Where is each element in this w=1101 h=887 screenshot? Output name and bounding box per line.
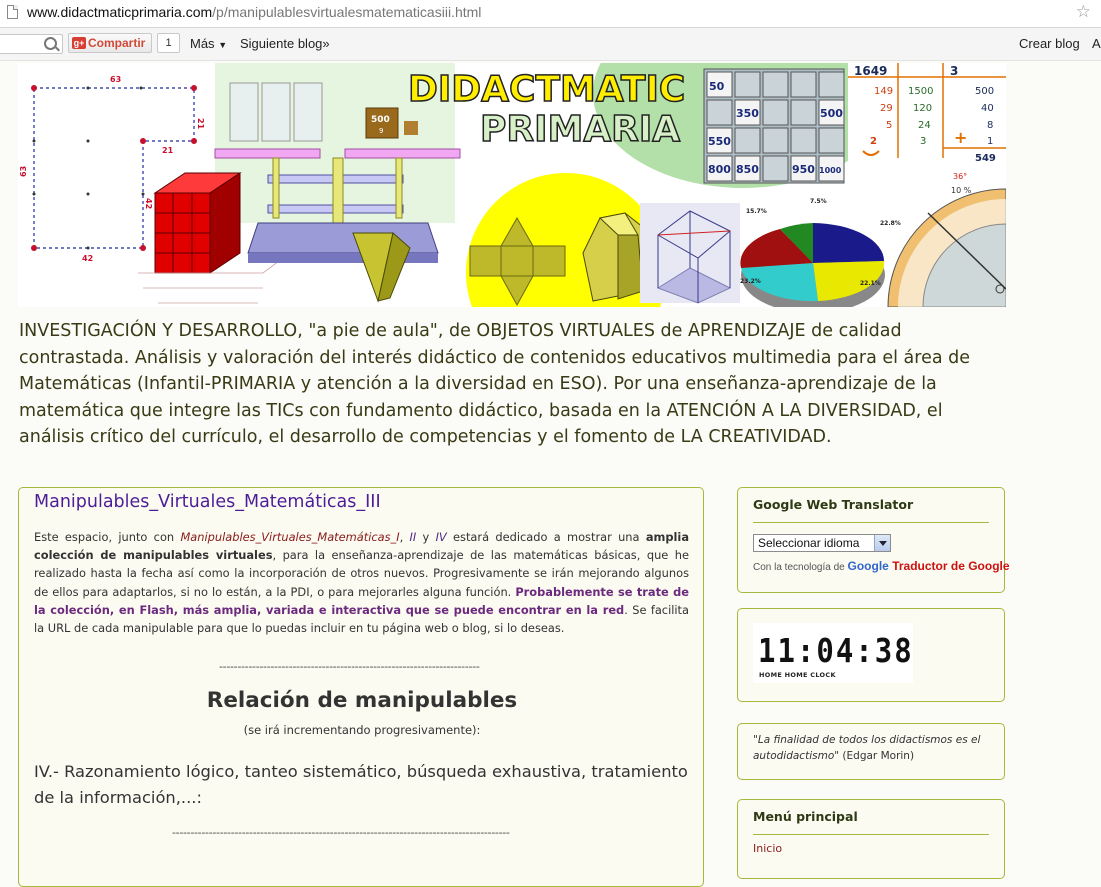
link-manipulables-iv[interactable]: IV — [435, 530, 447, 544]
section-iv-heading: IV.- Razonamiento lógico, tanteo sistemático, búsqueda exhaustiva, tratamiento de la información,...: — [34, 762, 688, 807]
sub-col3: 8 — [987, 120, 994, 131]
pie-label: 7.5% — [810, 198, 827, 205]
intro-text: , para la enseñanza-aprendizaje de las matemáticas básicas, que he realizado hasta la fecha así como la incorporación de otros nuevos. Progresivamente se irán mejorando algunos de ellos para adaptarlos, si no lo están, a la PDI, o para mejorarles alguna función. — [34, 548, 689, 599]
section-subtitle: (se irá incrementando progresivamente): — [243, 723, 481, 737]
share-count: 1 — [157, 33, 180, 53]
clock-widget — [737, 608, 1005, 702]
quote-widget — [737, 723, 1005, 780]
sub-col1: 29 — [880, 103, 893, 114]
widget-title: Google Web Translator — [753, 497, 914, 512]
translator-link[interactable]: Traductor de Google — [888, 559, 1010, 573]
dim-label: 63 — [110, 75, 122, 84]
blogger-navbar — [0, 28, 1101, 61]
widget-divider — [753, 522, 989, 523]
separator: -------------------------------------------------------------------------------------------- — [172, 826, 510, 839]
address-bar[interactable] — [0, 0, 1101, 28]
separator: ----------------------------------------------------------------------- — [219, 660, 480, 673]
angle-label: 36° — [953, 172, 968, 181]
wireframe-cube — [640, 203, 740, 303]
pie-label: 22.1% — [860, 280, 881, 287]
sub-col3: 500 — [975, 86, 995, 97]
url-text[interactable] — [27, 4, 481, 20]
intro-bold: amplia colección de manipulables virtuales — [34, 530, 690, 563]
create-blog-link[interactable]: Crear blog — [1019, 36, 1080, 51]
number-grid — [704, 69, 844, 183]
grid-number: 350 — [736, 107, 759, 120]
sub-col3: 549 — [975, 153, 996, 164]
weight-label: 500 — [371, 115, 390, 125]
main-menu-widget — [737, 799, 1005, 879]
quote-body: La finalidad de todos los didactismos es el autodidactismo — [753, 734, 981, 762]
language-select-value: Seleccionar idioma — [758, 536, 860, 550]
sub-col1: 149 — [874, 86, 894, 97]
intro-text: . Se facilita la URL de cada manipulable para que lo puedas incluir en tu página web o blog, si lo deseas. — [34, 602, 690, 636]
post-container — [18, 487, 704, 887]
more-label: Más — [190, 36, 215, 51]
google-logo: Google — [847, 559, 889, 573]
sub-col1: 5 — [886, 120, 893, 131]
sub-head: 1649 — [854, 64, 888, 78]
protractor — [888, 172, 1006, 307]
logo-line2: PRIMARIA — [480, 109, 681, 150]
post-intro — [34, 528, 689, 637]
bookmark-star-icon[interactable]: ☆ — [1075, 2, 1091, 21]
blog-description: INVESTIGACIÓN Y DESARROLLO, "a pie de aula", de OBJETOS VIRTUALES de APRENDIZAJE de calidad contrastada. Análisis y valoración del interés didáctico de contenidos educativos multimedia para el área de Matemáticas (Infantil-PRIMARIA y atención a la diversidad en ESO). Por una enseñanza-aprendizaje de la matemática que integre las TICs con fundamento didáctico, basada en la ATENCIÓN A LA DIVERSIDAD, el análisis crítico del currículo, el desarrollo de competencias y el fomento de LA CREATIVIDAD. — [19, 321, 971, 447]
translator-widget — [737, 487, 1010, 593]
link-manipulables-ii[interactable]: II — [409, 530, 417, 544]
search-icon[interactable] — [44, 37, 57, 50]
dim-label: 42 — [82, 254, 94, 263]
widget-title: Menú principal — [753, 809, 858, 824]
chevron-down-icon: ▼ — [218, 40, 228, 50]
sub-col1: 2 — [870, 136, 877, 147]
menu-item-inicio[interactable]: Inicio — [753, 842, 783, 855]
grid-number: 1000 — [819, 166, 842, 175]
quote-author: (Edgar Morin) — [839, 750, 915, 762]
language-select[interactable] — [753, 534, 891, 552]
dim-label: 42 — [144, 198, 153, 210]
sub-head: 3 — [950, 64, 959, 78]
pie-label: 22.8% — [880, 220, 901, 227]
intro-and: y — [416, 530, 436, 544]
grid-number: 800 — [708, 163, 731, 176]
grid-number: 850 — [736, 163, 759, 176]
blog-search-input[interactable] — [0, 34, 63, 54]
intro-text: Este espacio, junto con — [34, 530, 181, 544]
powered-text: Con la tecnología de — [753, 562, 848, 573]
post-title[interactable]: Manipulables_Virtuales_Matemáticas_III — [34, 492, 381, 512]
logo-line1: DIDACTMATIC — [408, 69, 686, 110]
sub-col2: 3 — [920, 136, 927, 147]
intro-highlight: Probablemente se trate de la colección, en Flash, más amplia, variada e interactiva que se puede encontrar en la red — [34, 584, 689, 617]
url-path: /p/manipulablesvirtualesmatematicasiii.html — [212, 4, 482, 20]
digital-clock[interactable] — [753, 623, 913, 683]
more-menu[interactable] — [190, 36, 227, 51]
url-host: www.didactmaticprimaria.com — [27, 4, 213, 20]
pie-label: 15.7% — [746, 208, 767, 215]
share-label: Compartir — [88, 36, 146, 50]
weight-label: 9 — [379, 127, 384, 135]
widget-divider — [753, 834, 989, 835]
header-banner[interactable] — [18, 63, 1006, 307]
sub-col2: 24 — [918, 120, 931, 131]
quote-text: "La finalidad de todos los didactismos es el autodidactismo" (Edgar Morin) — [753, 734, 981, 762]
angle-label: 10 % — [951, 186, 972, 195]
chevron-down-icon[interactable] — [874, 535, 890, 551]
grid-number: 950 — [792, 163, 815, 176]
google-plus-icon: g+ — [73, 38, 85, 48]
share-button[interactable] — [68, 33, 152, 53]
next-blog-link[interactable]: Siguiente blog» — [240, 36, 330, 51]
sub-col3: 1 — [987, 136, 994, 147]
link-manipulables-i[interactable]: Manipulables_Virtuales_Matemáticas_I — [180, 530, 400, 544]
sub-col2: 120 — [913, 103, 933, 114]
intro-comma: , — [399, 530, 410, 544]
pie-label: 23.2% — [740, 278, 761, 285]
grid-number: 550 — [708, 135, 731, 148]
cube-stack — [155, 173, 240, 273]
svg-text:+: + — [954, 128, 968, 147]
dim-label: 21 — [196, 118, 205, 130]
grid-number: 50 — [709, 80, 725, 93]
access-link[interactable]: A — [1092, 36, 1101, 51]
page-icon — [7, 5, 18, 19]
intro-text: estará dedicado a mostrar una — [446, 530, 646, 544]
clock-label: HOME HOME CLOCK — [759, 671, 836, 679]
grid-number: 500 — [820, 107, 843, 120]
dim-label: 21 — [162, 146, 174, 155]
clock-time: 11:04:38 — [758, 631, 914, 671]
subtraction-panel — [848, 63, 1006, 164]
section-title: Relación de manipulables — [206, 688, 518, 713]
sub-col3: 40 — [981, 103, 994, 114]
translator-powered-by — [753, 559, 1010, 573]
dim-label: 63 — [19, 165, 28, 177]
pie-chart — [740, 198, 901, 307]
sub-col2: 1500 — [908, 86, 934, 97]
